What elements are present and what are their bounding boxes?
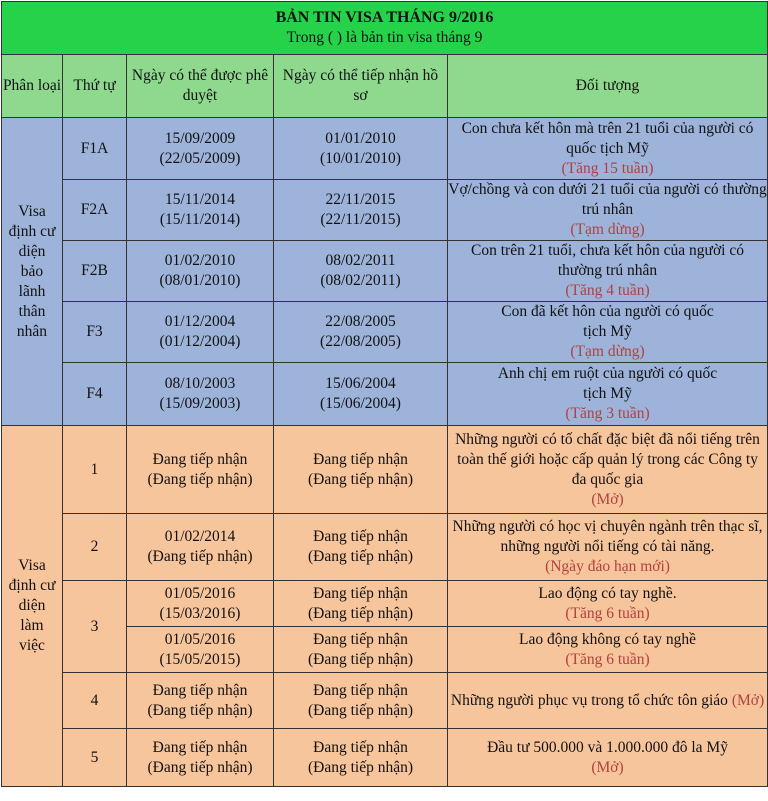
approval-previous: (15/11/2014) xyxy=(159,211,241,228)
approval-current: 01/05/2016 xyxy=(164,630,236,648)
receive-date xyxy=(274,426,448,514)
receive-date xyxy=(274,514,448,581)
table-row xyxy=(2,426,768,514)
approval-previous: (08/01/2010) xyxy=(159,272,241,289)
title-cell xyxy=(2,2,768,55)
receive-previous: (Đang tiếp nhận) xyxy=(307,470,414,488)
subject-text: Anh chị em ruột của người có quốc tịch Mỹ xyxy=(497,365,718,402)
subject-cell xyxy=(448,627,768,673)
subject-cell xyxy=(448,180,768,241)
approval-date xyxy=(127,729,274,787)
subject-cell xyxy=(448,514,768,581)
row-order: 1 xyxy=(63,426,127,514)
receive-date xyxy=(274,118,448,180)
table-row xyxy=(2,673,768,729)
change-note: (Mở) xyxy=(591,758,624,776)
receive-previous: (Đang tiếp nhận) xyxy=(307,548,414,565)
approval-date xyxy=(127,627,274,673)
subject-text: Con đã kết hôn của người có quốc tịch Mỹ xyxy=(501,303,714,340)
receive-current: Đang tiếp nhận xyxy=(313,528,408,545)
receive-previous: (22/11/2015) xyxy=(320,211,401,228)
subject-text: Con trên 21 tuổi, chưa kết hôn của người có thường trú nhân xyxy=(471,242,744,279)
subject-cell xyxy=(448,118,768,180)
subject-cell xyxy=(448,729,768,787)
subject-text: Những người có học vị chuyên ngành trên thạc sĩ, những người nổi tiếng có tài năng. xyxy=(452,518,763,555)
receive-date xyxy=(274,363,448,426)
approval-date xyxy=(127,180,274,241)
approval-previous: (15/03/2016) xyxy=(159,604,241,622)
approval-date xyxy=(127,363,274,426)
receive-date xyxy=(274,581,448,627)
row-order: F3 xyxy=(63,302,127,363)
receive-previous: (Đang tiếp nhận) xyxy=(307,604,414,622)
family-category: Visa định cư diện bảo lãnh thân nhân xyxy=(2,118,63,426)
receive-current: 01/01/2010 xyxy=(325,129,396,147)
receive-date xyxy=(274,180,448,241)
receive-date xyxy=(274,302,448,363)
receive-previous: (Đang tiếp nhận) xyxy=(307,701,414,719)
header-row xyxy=(2,55,768,118)
approval-current: Đang tiếp nhận xyxy=(152,681,248,699)
subject-text: Con chưa kết hôn mà trên 21 tuổi của người có quốc tịch Mỹ xyxy=(461,119,754,157)
approval-current: 01/12/2004 xyxy=(164,313,236,330)
change-note: (Tăng 4 tuần) xyxy=(565,282,650,299)
change-note: (Tăng 6 tuần) xyxy=(565,650,650,668)
approval-previous: (Đang tiếp nhận) xyxy=(147,758,253,776)
visa-bulletin-table xyxy=(1,1,768,787)
bulletin-subtitle: Trong ( ) là bản tin visa tháng 9 xyxy=(286,29,483,46)
approval-previous: (Đang tiếp nhận) xyxy=(147,548,253,565)
row-order: F2A xyxy=(63,180,127,241)
approval-date xyxy=(127,581,274,627)
header-approval-date: Ngày có thể được phê duyệt xyxy=(127,55,274,118)
subject-text: Những người có tố chất đặc biệt đã nổi tiếng trên toàn thế giới hoặc cấp quản lý trong các Công ty đa quốc gia xyxy=(455,430,760,488)
subject-cell xyxy=(448,426,768,514)
receive-current: 22/08/2005 xyxy=(325,313,396,330)
subject-text: Những người phục vụ trong tổ chức tôn giáo xyxy=(450,691,728,709)
approval-previous: (Đang tiếp nhận) xyxy=(147,701,253,719)
subject-text: Lao động có tay nghề. xyxy=(538,584,677,602)
table-row xyxy=(2,581,768,627)
approval-current: 01/02/2014 xyxy=(164,528,236,545)
approval-previous: (15/05/2015) xyxy=(159,650,241,668)
subject-cell xyxy=(448,673,768,729)
change-note: (Tạm dừng) xyxy=(570,221,645,238)
receive-previous: (Đang tiếp nhận) xyxy=(307,758,414,776)
row-order: 4 xyxy=(63,673,127,729)
change-note: (Tạm dừng) xyxy=(570,343,645,360)
bulletin-title: BẢN TIN VISA THÁNG 9/2016 xyxy=(275,9,494,26)
subject-cell xyxy=(448,363,768,426)
change-note: (Tăng 3 tuần) xyxy=(565,405,650,422)
receive-current: 22/11/2015 xyxy=(325,191,396,208)
approval-date xyxy=(127,241,274,302)
receive-current: Đang tiếp nhận xyxy=(313,681,408,699)
header-receive-date: Ngày có thể tiếp nhận hồ sơ xyxy=(274,55,448,118)
receive-current: Đang tiếp nhận xyxy=(313,738,408,756)
receive-current: 08/02/2011 xyxy=(325,252,396,269)
approval-current: 01/05/2016 xyxy=(164,584,236,602)
table-row xyxy=(2,302,768,363)
table-row xyxy=(2,514,768,581)
receive-previous: (22/08/2005) xyxy=(320,333,401,350)
receive-previous: (Đang tiếp nhận) xyxy=(307,650,414,668)
change-note: (Mở) xyxy=(591,490,624,508)
title-row xyxy=(2,2,768,55)
approval-current: Đang tiếp nhận xyxy=(152,450,248,468)
receive-previous: (15/06/2004) xyxy=(320,395,401,412)
approval-date xyxy=(127,426,274,514)
change-note: (Tăng 15 tuần) xyxy=(561,159,654,177)
approval-current: Đang tiếp nhận xyxy=(152,738,248,756)
table-row xyxy=(2,729,768,787)
subject-text: Vợ/chồng và con dưới 21 tuổi của người có thường trú nhân xyxy=(448,181,767,218)
receive-date xyxy=(274,729,448,787)
receive-current: Đang tiếp nhận xyxy=(313,450,408,468)
subject-cell xyxy=(448,302,768,363)
approval-current: 01/02/2010 xyxy=(164,252,236,269)
header-subject: Đối tượng xyxy=(448,55,768,118)
approval-date xyxy=(127,302,274,363)
approval-current: 08/10/2003 xyxy=(164,375,236,392)
approval-date xyxy=(127,673,274,729)
approval-date xyxy=(127,514,274,581)
change-note: (Tăng 6 tuần) xyxy=(565,604,650,622)
approval-date xyxy=(127,118,274,180)
approval-previous: (01/12/2004) xyxy=(159,333,241,350)
header-category: Phân loại xyxy=(2,55,63,118)
approval-previous: (22/05/2009) xyxy=(159,149,241,167)
table-row xyxy=(2,241,768,302)
table-row xyxy=(2,180,768,241)
approval-previous: (15/09/2003) xyxy=(159,395,241,412)
row-order: 3 xyxy=(63,581,127,673)
subject-cell xyxy=(448,241,768,302)
table-row xyxy=(2,363,768,426)
receive-current: Đang tiếp nhận xyxy=(313,584,408,602)
row-order: F4 xyxy=(63,363,127,426)
receive-date xyxy=(274,627,448,673)
subject-cell xyxy=(448,581,768,627)
row-order: F2B xyxy=(63,241,127,302)
row-order: 2 xyxy=(63,514,127,581)
receive-date xyxy=(274,673,448,729)
receive-current: 15/06/2004 xyxy=(325,375,396,392)
header-order: Thứ tự xyxy=(63,55,127,118)
receive-previous: (10/01/2010) xyxy=(320,149,401,167)
subject-text: Đầu tư 500.000 và 1.000.000 đô la Mỹ xyxy=(487,738,728,756)
employment-category: Visa định cư diện làm việc xyxy=(2,426,63,787)
row-order: 5 xyxy=(63,729,127,787)
change-note: (Mở) xyxy=(731,691,765,709)
approval-current: 15/09/2009 xyxy=(164,129,236,147)
row-order: F1A xyxy=(63,118,127,180)
receive-previous: (08/02/2011) xyxy=(320,272,401,289)
receive-current: Đang tiếp nhận xyxy=(313,630,408,648)
subject-text: Lao động không có tay nghề xyxy=(519,630,696,648)
approval-previous: (Đang tiếp nhận) xyxy=(147,470,253,488)
receive-date xyxy=(274,241,448,302)
change-note: (Ngày đáo hạn mới) xyxy=(545,558,670,575)
approval-current: 15/11/2014 xyxy=(164,191,236,208)
table-row xyxy=(2,118,768,180)
